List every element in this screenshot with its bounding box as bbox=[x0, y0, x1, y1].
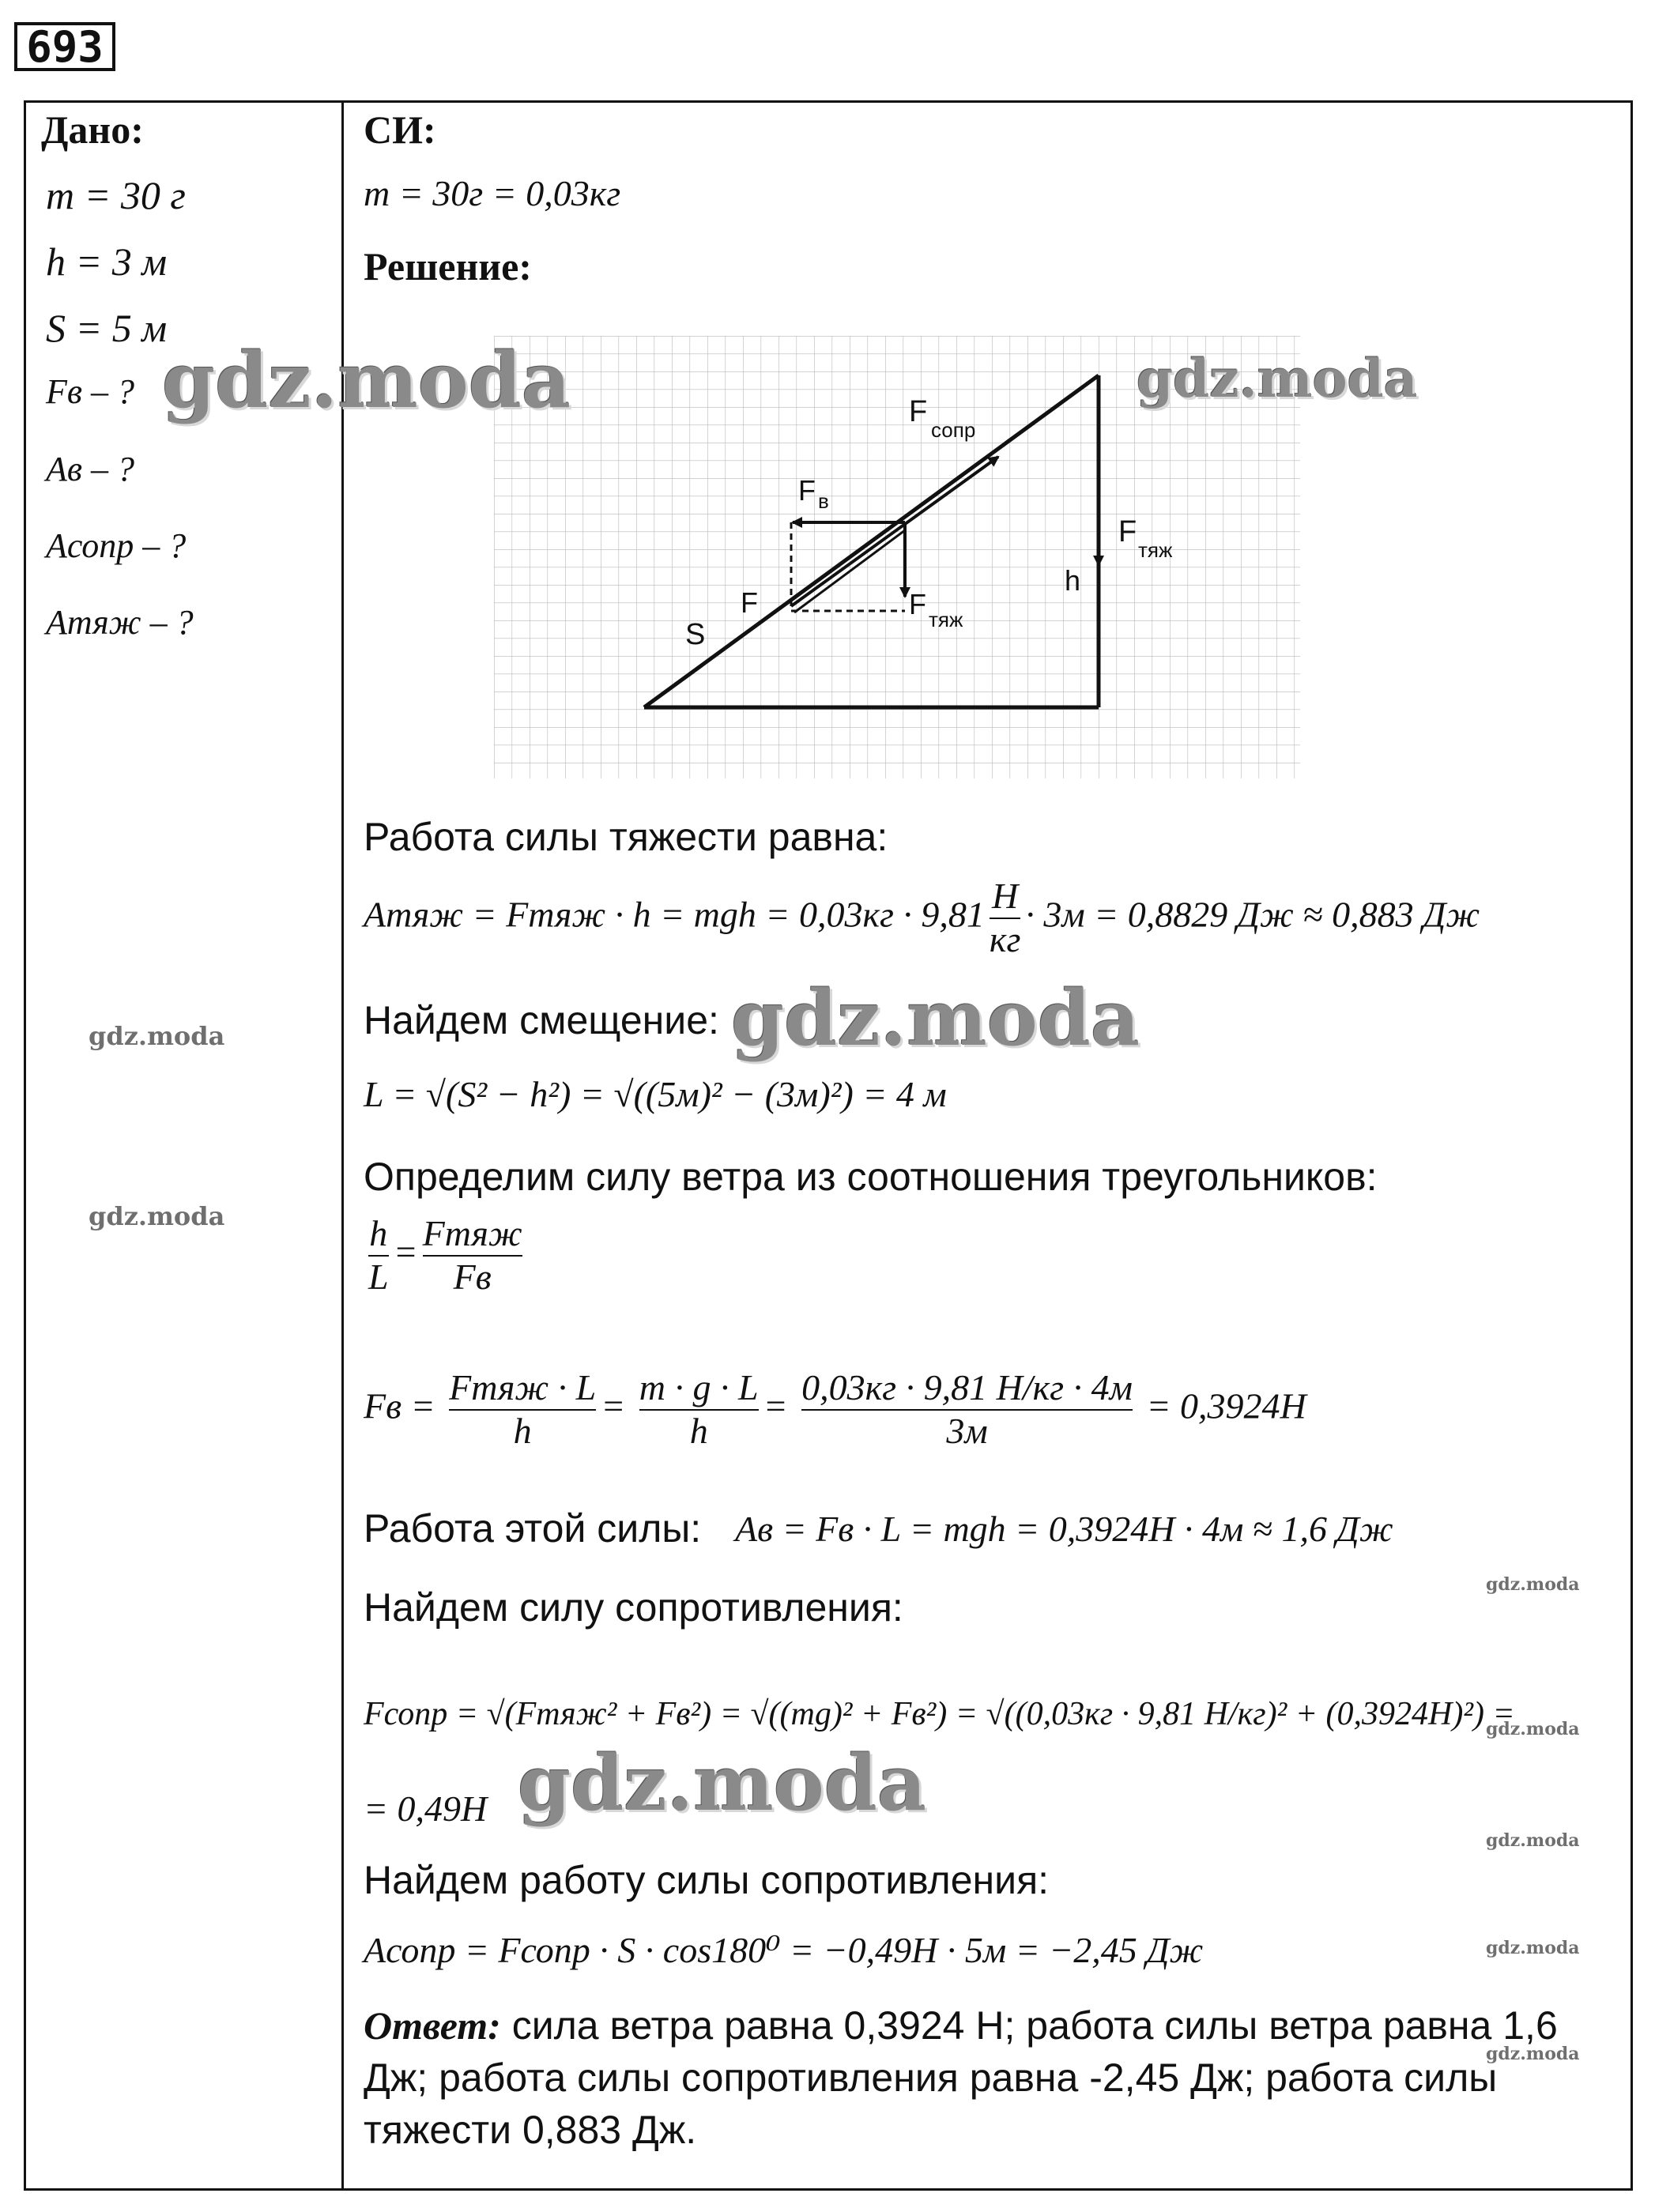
fv-frac1 bbox=[449, 1367, 596, 1453]
given-item-height: h = 3 м bbox=[46, 239, 168, 284]
wind-force-formula: Fв = $\frac{\text{Fтяж · L}}{h}$ = $\frac{m \cdot g \cdot L}{h}$ = $\frac{0,03кг \cdot 9,81 Н/кг \cdot 4м}{3м}$ = 0,3924Н bbox=[364, 1367, 1306, 1451]
fv-lhs: Fв = bbox=[364, 1385, 435, 1426]
label-f: F bbox=[741, 586, 758, 619]
watermark-small-7: gdz.moda bbox=[1486, 2044, 1580, 2064]
ratio-fv: Fв bbox=[423, 1255, 522, 1298]
solution-header: Решение: bbox=[364, 244, 532, 288]
watermark-small-1: gdz.moda bbox=[89, 1021, 225, 1051]
given-item-wind-work: Aв – ? bbox=[46, 450, 134, 488]
label-f-sopr: F bbox=[909, 395, 928, 428]
watermark-large-2: gdz.moda bbox=[731, 974, 1140, 1063]
frac-num: Н bbox=[992, 876, 1019, 916]
gravity-work-left: Aтяж = Fтяж · h = mgh = 0,03кг · 9,81 bbox=[364, 894, 985, 935]
label-f-gravity-big-sub: тяж bbox=[1138, 538, 1173, 562]
ratio-formula: $\frac{h}{L}$ = $\frac{\text{Fтяж}}{Fв}$ bbox=[368, 1213, 522, 1297]
ratio-h: h bbox=[369, 1213, 388, 1253]
watermark-small-3: gdz.moda bbox=[1486, 1574, 1580, 1595]
gravity-work-right: · 3м = 0,8829 Дж ≈ 0,883 Дж bbox=[1025, 894, 1480, 935]
displacement-text: Найдем смещение: bbox=[364, 998, 719, 1042]
given-item-mass: m = 30 г bbox=[46, 173, 186, 217]
fv-frac3-den: 3м bbox=[801, 1409, 1133, 1453]
resistance-result: = 0,49Н bbox=[364, 1788, 488, 1829]
ratio-l: L bbox=[368, 1256, 389, 1297]
label-f-gravity-big: F bbox=[1118, 515, 1137, 548]
watermark-large-3: gdz.moda bbox=[518, 1739, 927, 1828]
given-header: Дано: bbox=[41, 107, 144, 152]
label-s: S bbox=[685, 618, 706, 651]
label-f-wind-sub: в bbox=[818, 489, 829, 513]
watermark-medium-1: gdz.moda bbox=[1137, 348, 1418, 409]
ratio-left bbox=[368, 1213, 389, 1298]
watermark-small-4: gdz.moda bbox=[1486, 1719, 1580, 1739]
wind-work-formula: Aв = Fв · L = mgh = 0,3924Н · 4м ≈ 1,6 Дж bbox=[735, 1509, 1393, 1549]
displacement-formula: L = √(S² − h²) = √((5м)² − (3м)²) = 4 м bbox=[364, 1074, 947, 1114]
label-f-gravity-small: F bbox=[909, 588, 926, 620]
frac-den: кг bbox=[989, 918, 1021, 959]
answer-label: Ответ: bbox=[364, 2003, 501, 2048]
fv-result: = 0,3924Н bbox=[1146, 1385, 1306, 1426]
ratio-ftyazh: Fтяж bbox=[422, 1213, 522, 1253]
fv-frac1-num: Fтяж · L bbox=[449, 1367, 597, 1407]
label-f-wind: F bbox=[798, 474, 816, 507]
given-item-wind-force: Fв – ? bbox=[46, 372, 134, 411]
label-h: h bbox=[1065, 564, 1081, 597]
fv-frac3 bbox=[801, 1367, 1133, 1453]
gravity-work-text: Работа силы тяжести равна: bbox=[364, 815, 888, 859]
label-f-sopr-sub: сопр bbox=[931, 418, 976, 442]
fv-frac2 bbox=[639, 1367, 759, 1453]
fv-frac2-num: m · g · L bbox=[639, 1367, 759, 1407]
wind-force-text: Определим силу ветра из соотношения треугольников: bbox=[364, 1155, 1378, 1199]
ratio-right bbox=[423, 1213, 522, 1298]
problem-number: 693 bbox=[14, 22, 115, 71]
gravity-work-formula bbox=[364, 876, 1480, 961]
fv-frac3-num: 0,03кг · 9,81 Н/кг · 4м bbox=[801, 1367, 1133, 1407]
si-header: СИ: bbox=[364, 107, 436, 152]
watermark-small-2: gdz.moda bbox=[89, 1201, 225, 1231]
fv-frac2-den: h bbox=[639, 1409, 759, 1453]
label-f-gravity-small-sub: тяж bbox=[929, 608, 963, 631]
given-item-resistance-work: Aсопр – ? bbox=[46, 526, 187, 565]
answer-block bbox=[364, 1999, 1597, 2156]
resistance-formula: Fсопр = √(Fтяж² + Fв²) = √((mg)² + Fв²) = √((0,03кг · 9,81 Н/кг)² + (0,3924Н)²) = bbox=[364, 1696, 1515, 1732]
watermark-small-6: gdz.moda bbox=[1486, 1938, 1580, 1958]
answer-text: сила ветра равна 0,3924 Н; работа силы ветра равна 1,6 Дж; работа силы сопротивления равна -2,45 Дж; работа силы тяжести 0,883 Дж. bbox=[364, 2003, 1558, 2152]
watermark-small-5: gdz.moda bbox=[1486, 1830, 1580, 1851]
resistance-work-text: Найдем работу силы сопротивления: bbox=[364, 1858, 1050, 1902]
fv-frac1-den: h bbox=[449, 1409, 596, 1453]
given-item-distance: S = 5 м bbox=[46, 306, 168, 350]
si-conversion: m = 30г = 0,03кг bbox=[364, 173, 621, 213]
gravity-work-frac bbox=[990, 876, 1020, 961]
resistance-text: Найдем силу сопротивления: bbox=[364, 1585, 903, 1630]
wind-work-text: Работа этой силы: bbox=[364, 1506, 702, 1551]
resistance-work-formula: Aсопр = Fсопр · S · cos180⁰ = −0,49Н · 5м = −2,45 Дж bbox=[364, 1930, 1204, 1970]
watermark-large-1: gdz.moda bbox=[162, 336, 571, 425]
given-item-gravity-work: Aтяж – ? bbox=[46, 603, 194, 642]
